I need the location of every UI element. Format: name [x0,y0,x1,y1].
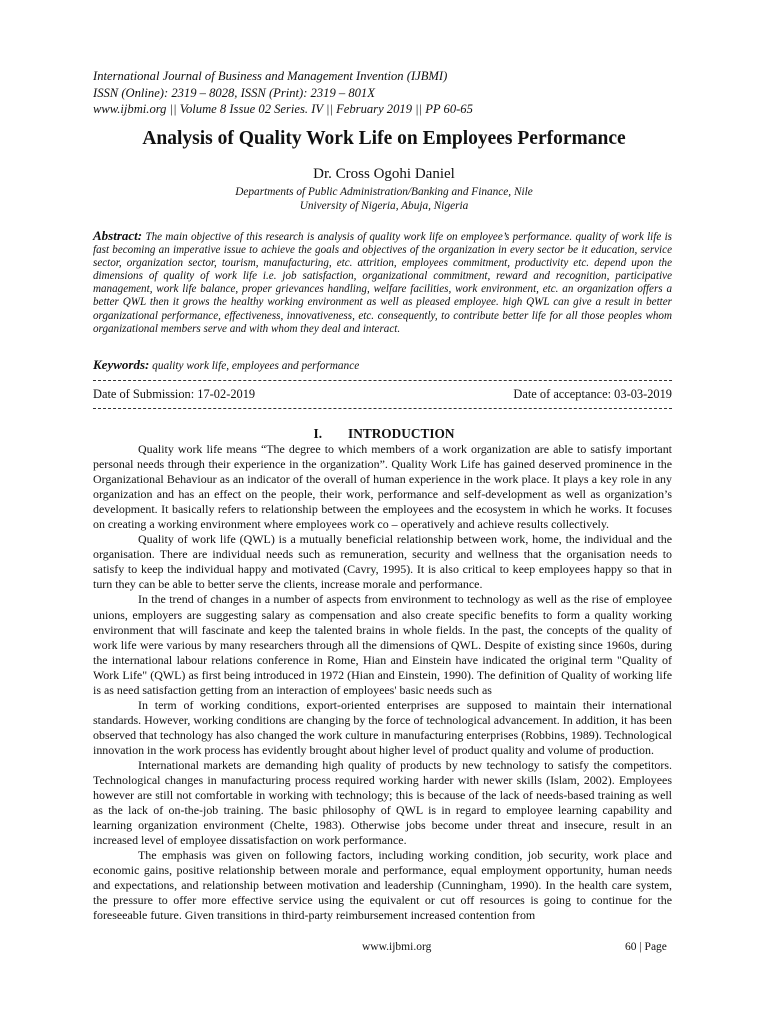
author-name: Dr. Cross Ogohi Daniel [313,166,455,182]
page-number: 60 | Page [625,941,667,953]
affiliation-line-2: University of Nigeria, Abuja, Nigeria [299,200,469,212]
abstract [93,229,672,336]
affiliation-line-1: Departments of Public Administration/Banking and Finance, Nile [235,186,533,198]
paper-title: Analysis of Quality Work Life on Employees Performance [142,128,626,149]
journal-header [93,68,683,118]
journal-issue-info: www.ijbmi.org || Volume 8 Issue 02 Series. IV || February 2019 || PP 60-65 [93,102,473,116]
author-affiliation [0,185,768,213]
footer-url: www.ijbmi.org [362,941,432,953]
divider-bottom [93,408,672,409]
body-paragraph: Quality work life means “The degree to which members of a work organization are able to satisfy important personal needs through their experience in the organization”. Quality Work Life has gained deserved prominence in the Organizational Behaviour as an indicator of the overall of human experience in the work place. It plays a key role in any organization and has an effect on the people, their work, performance and self-development as well as organization’s development. It basically refers to relationship between the employees and the ecosystem in which he works. It focuses on creating a working environment where employees work co – operatively and achieve results collectively. [93,442,672,532]
body-text [93,442,672,924]
keywords-label: Keywords: [93,357,150,372]
body-paragraph: Quality of work life (QWL) is a mutually beneficial relationship between work, home, the individual and the organisation. There are individual needs such as remuneration, security and wellness that the organisation needs to satisfy to keep the individual happy and motivated (Cavry, 1995). It is also critical to keep employees happy so that in turn they can be able to better serve the clients, increase morale and performance. [93,532,672,592]
dates-row [93,387,672,402]
divider-top [93,380,672,381]
journal-issn: ISSN (Online): 2319 – 8028, ISSN (Print): 2319 – 801X [93,85,375,100]
body-paragraph: In term of working conditions, export-oriented enterprises are supposed to maintain their international standards. However, working conditions are changing by the force of technological advancement. In addition, it has been observed that technology has also changed the work culture in manufacturing enterprises (Robbins, 1989). Technological innovation in the work process has evidently brought about higher level of product quality and volume of production. [93,697,672,757]
abstract-text: The main objective of this research is analysis of quality work life on employee’s performance. quality of work life is fast becoming an imperative issue to achieve the goals and objectives of the organization in every sector be it education, service sector, organization sector, tourism, manufacturing, etc. attrition, employees commitment, productivity etc. depend upon the dimensions of quality of work life i.e. job satisfaction, organizational commitment, reward and recognition, participative management, work life balance, proper grievances handling, welfare facilities, work environment, etc. an organization offers a better QWL then it grows the healthy working environment as well as pleased employee. high QWL can give a result in better organizational performance, effectiveness, innovativeness, etc. consequently, to contribute better life for all those peoples whom organizational members serve and with whom they deal and interact. [93,231,672,335]
acceptance-date: Date of acceptance: 03-03-2019 [513,387,672,401]
section-title: INTRODUCTION [348,426,455,441]
keywords [93,357,672,373]
body-paragraph: In the trend of changes in a number of aspects from environment to technology as well as the rise of employee unions, employers are suggesting salary as compensation and also create specific benefits to form a quality working environment that will fascinate and keep the talented brains in whole fields. In the past, the concepts of the quality of work life were various by many researchers through all the dimensions of QWL. Despite of existing since 1960s, during the international labour relations conference in Rome, Hian and Einstein have indicated the original term "Quality of Work Life" (QWL) as first being introduced in 1972 (Hian and Einstein, 1990). The definition of Quality of working life is as need satisfaction getting from an interaction of employees' basic needs such as [93,592,672,697]
body-paragraph: The emphasis was given on following factors, including working condition, job security, work place and economic gains, positive relationship between morale and performance, equal employment opportunity, human needs and expectations, and relationship between motivation and leadership (Cunningham, 1990). In the health care system, the pressure to offer more effective service using the equivalent or cut off resources is going to continue for the foreseeable future. Given transitions in third-party reimbursement increased contention from [93,848,672,923]
section-number: I. [313,426,323,441]
journal-name: International Journal of Business and Management Invention (IJBMI) [93,69,448,83]
section-heading [0,426,768,442]
submission-date: Date of Submission: 17-02-2019 [93,387,256,401]
body-paragraph: International markets are demanding high quality of products by new technology to satisfy the competitors. Technological changes in manufacturing process required working harder with newer skills (Islam, 2002). Employees however are still not comfortable in working with technology; this is because of the lack of needs-based training as well as the lack of on-the-job training. The basic philosophy of QWL is in regard to employee learning capability and learning organization environment (Chelte, 1983). Otherwise jobs become under threat and insecure, result in an increased level of employee dissatisfaction on work performance. [93,757,672,848]
keywords-text: quality work life, employees and performance [152,360,360,372]
abstract-label: Abstract: [93,228,143,243]
